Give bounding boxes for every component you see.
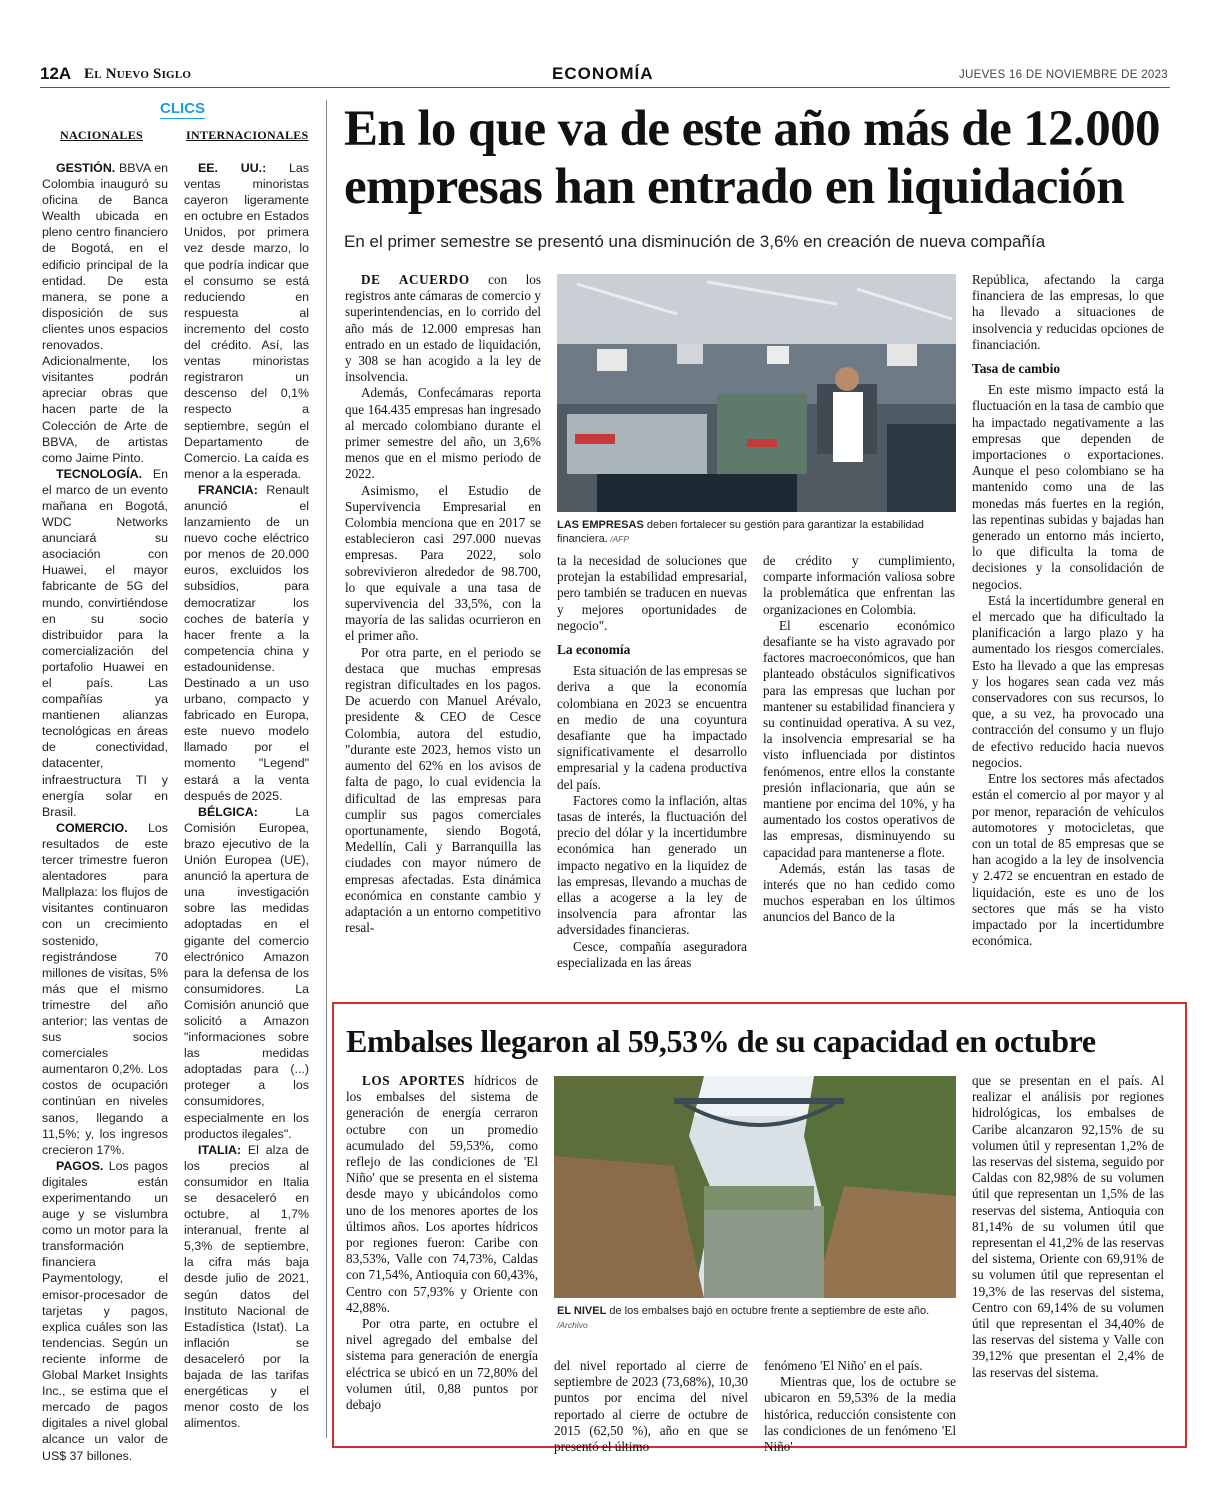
- subheading: Tasa de cambio: [972, 361, 1061, 377]
- brief-text: Las ventas minoristas cayeron ligeramente en octubre en Estados Unidos, por primera vez desde marzo, lo que podría indicar que el consumo se está reduciendo en respuesta al incremento del costo del crédito. Así, las ventas minoristas registraron un descenso del 0,1% respecto a septiembre, según el Departamento de Comercio. La caída es menor a la esperada.: [184, 161, 309, 481]
- column-divider: [326, 100, 327, 1438]
- clics-tag: CLICS: [160, 100, 205, 117]
- paragraph: [764, 1358, 956, 1374]
- paragraph-text: Asimismo, el Estudio de Supervivencia Empresarial en Colombia menciona que en 2017 se establecieron casi 297.000 nuevas empresas. Para 2022, solo sobrevivieron alrededor de 98.700, lo que equivale a una tasa de supervivencia del 33,5%, con la mayoría de las salidas ocurrieron en el primer año.: [345, 482, 541, 644]
- lead-in: LOS APORTES: [362, 1073, 466, 1088]
- paragraph-text: Mientras que, los de octubre se ubicaron en 59,53% de la media histórica, reducción consistente con las condiciones de un fenómeno 'El Niño': [764, 1374, 956, 1455]
- caption-text: deben fortalecer su gestión para garantizar la estabilidad financiera.: [557, 519, 924, 545]
- paragraph: [763, 618, 955, 861]
- section-name: ECONOMÍA: [552, 64, 654, 83]
- paragraph: [972, 771, 1164, 949]
- caption-label: EL NIVEL: [557, 1305, 607, 1317]
- nacionales-heading: NACIONALES: [60, 128, 144, 142]
- factory-photo: [557, 274, 956, 512]
- article2-column-1: [346, 1073, 538, 1413]
- brief-label: FRANCIA:: [198, 482, 258, 497]
- article1-column-3: [763, 553, 955, 926]
- paragraph: [972, 1073, 1164, 1381]
- newspaper-name: El Nuevo Siglo: [84, 66, 192, 82]
- header-rule: [40, 87, 1170, 88]
- subheading: La economía: [557, 642, 631, 658]
- paragraph: [972, 382, 1164, 593]
- brief-label: COMERCIO.: [56, 820, 128, 835]
- brief-item: [42, 160, 168, 466]
- article2-column-4: [972, 1073, 1164, 1381]
- paragraph: [557, 663, 747, 793]
- brief-text: Los pagos digitales están experimentando un auge y se vislumbra como un motor para la transformación financiera Paymentology, el emisor-procesador de tarjetas y pagos, explica cuáles son las tendencias. Según un reciente informe de Global Market Insights Inc., se estima que el mercado de pagos digitales a nivel global alcance un valor de US$ 37 billones.: [42, 1158, 168, 1463]
- paragraph-text: Además, están las tasas de interés que no han cedido como muchos esperaban en los últimos anuncios del Banco de la: [763, 860, 955, 925]
- reservoir-photo-caption: [557, 1304, 956, 1332]
- paragraph: [972, 593, 1164, 771]
- brief-label: TECNOLOGÍA.: [56, 466, 143, 481]
- paragraph-text: Por otra parte, en octubre el nivel agregado del embalse del sistema para generación de energía eléctrica se ubicó en un 72,80% del volumen útil, 0,88 puntos por debajo: [346, 1316, 538, 1413]
- brief-label: GESTIÓN.: [56, 161, 116, 175]
- brief-item: [184, 804, 309, 1142]
- paragraph: [345, 385, 541, 482]
- internacionales-column: [184, 160, 309, 1431]
- brief-item: [184, 482, 309, 804]
- brief-item: [42, 820, 168, 1158]
- paragraph: [557, 553, 747, 634]
- paragraph: [764, 1374, 956, 1455]
- brief-label: PAGOS.: [56, 1158, 104, 1173]
- paragraph-text: República, afectando la carga financiera de las empresas, lo que ha llevado a situaciones de insolvencia y reducidas opciones de financiación.: [972, 272, 1164, 352]
- article1-column-1: [345, 272, 541, 936]
- paragraph-text: Entre los sectores más afectados están el comercio al por mayor y al por menor, reparación de vehículos automotores y motocicletas, que con un total de 85 empresas que se han acogido a la ley de insolvencia y 2.472 se encuentran en estado de liquidación, este es uno de los sectores que más se ha visto impactado por la incertidumbre económica.: [972, 771, 1164, 949]
- brief-text: BBVA en Colombia inauguró su oficina de Banca Wealth ubicada en pleno centro financiero de Bogotá, en el edificio principal de la entidad. De esta manera, se pone a disposición de sus clientes unos espacios renovados. Adicionalmente, los visitantes podrán apreciar obras que hacen parte de la Colección de Arte de BBVA, de artistas como Jaime Pinto.: [42, 161, 168, 465]
- brief-text: En el marco de un evento mañana en Bogotá, WDC Networks anunciará su asociación con Huawei, el mayor fabricante de 5G del mundo, convirtiéndose en su socio distribuidor para la comercialización del portafolio Huawei en el país. Las compañías ya mantienen alianzas tecnológicas en áreas de conectividad, datacenter, infraestructura TI y energía solar en Brasil.: [42, 466, 168, 819]
- paragraph-text: fenómeno 'El Niño' en el país.: [764, 1358, 923, 1373]
- brief-text: El alza de los precios al consumidor en Italia se desaceleró en octubre, al 1,7% interanual, frente al 5,3% de septiembre, la cifra más baja desde julio de 2021, según datos del Instituto Nacional de Estadística (Istat). La inflación se desaceleró por la bajada de las tarifas energéticas y el menor costo de los alimentos.: [184, 1142, 309, 1431]
- paragraph: [972, 272, 1164, 353]
- brief-label: EE. UU.:: [198, 161, 267, 175]
- paragraph: [554, 1358, 748, 1455]
- issue-date: JUEVES 16 DE NOVIEMBRE DE 2023: [958, 69, 1168, 81]
- caption-label: LAS EMPRESAS: [557, 519, 644, 531]
- paragraph-text: ta la necesidad de soluciones que protejan la estabilidad empresarial, pero también se traducen en nuevas y mejores oportunidades de negocio".: [557, 553, 747, 633]
- nacionales-column: [42, 160, 168, 1464]
- paragraph-text: Además, Confecámaras reporta que 164.435 empresas han ingresado al mercado colombiano durante el primer semestre del año, un 3,6% menos que en el mismo periodo de 2022.: [345, 385, 541, 482]
- brief-item: [42, 1158, 168, 1464]
- paragraph: [346, 1073, 538, 1316]
- brief-text: La Comisión Europea, brazo ejecutivo de la Unión Europea (UE), anunció la apertura de una investigación sobre las medidas adoptadas en el gigante del comercio electrónico Amazon para la defensa de los consumidores. La Comisión anunció que solicitó a Amazon "informaciones sobre las medidas adoptadas para (...) proteger a los consumidores, especialmente en los productos ilegales".: [184, 804, 309, 1141]
- photo-credit: /Archivo: [557, 1320, 588, 1330]
- lead-in: DE ACUERDO: [361, 272, 470, 287]
- paragraph-text: con los registros ante cámaras de comercio y superintendencias, en lo corrido del año más de 12.000 empresas han entrado en un estado de liquidación, y 308 se han acogido a la ley de insolvencia.: [345, 272, 541, 385]
- paragraph-text: Está la incertidumbre general en el mercado que ha dificultado la planificación a largo plazo y ha aumentado los riesgos comerciales. Esto ha llevado a que las empresas y los hogares sean cada vez más conservadores con sus recursos, lo que, a su vez, ha provocado una contracción del consumo y un flujo de efectivo reducido hacia nuevos negocios.: [972, 592, 1164, 770]
- paragraph-text: En este mismo impacto está la fluctuación en la tasa de cambio que ha impactado negativamente a las empresas que dependen de importaciones o exportaciones. Aunque el peso colombiano se ha mantenido como una de las monedas más fuertes en la región, las repentinas subidas y bajadas han generado un entorno más incierto, lo que dificulta la toma de decisiones y la consolidación de negocios.: [972, 382, 1164, 592]
- brief-text: Renault anunció el lanzamiento de un nuevo coche eléctrico por menos de 20.000 euros, excluidos los subsidios, para democratizar los coches de batería y hacer frente a la competencia china y estadounidense. Destinado a un uso urbano, compacto y fabricado en Europa, este nuevo modelo llamado por el momento "Legend" estará a la venta después de 2025.: [184, 482, 309, 803]
- paragraph: [345, 483, 541, 645]
- paragraph-text: de crédito y cumplimiento, comparte información valiosa sobre la problemática que enfrentan las organizaciones en Colombia.: [763, 553, 955, 617]
- article1-column-4: [972, 272, 1164, 949]
- paragraph: [763, 553, 955, 618]
- article2-column-2: [554, 1358, 748, 1455]
- reservoir-photo: [554, 1076, 956, 1298]
- main-headline: En lo que va de este año más de 12.000 empresas han entrado en liquidación: [344, 101, 1160, 215]
- paragraph-text: que se presentan en el país. Al realizar el análisis por regiones hidrológicas, los embalses de Caribe alcanzaron 92,15% de su volumen útil y representan 1,2% de las reservas del sistema, seguido por Caldas con 82,98% de su volumen útil que representan un 1,5% de las reservas del sistema, Antioquia con 81,14% de su volumen útil que representan el 41,2% de las reservas del sistema, Oriente con 69,91% de su volumen útil que representan el 19,3% de las reservas del sistema, Centro con 69,14% de su volumen útil que representan el 34,40% de las reservas del sistema y Valle con 39,12% que presentan el 2,4% de las reservas del sistema.: [972, 1073, 1164, 1380]
- factory-photo-caption: [557, 518, 956, 546]
- paragraph-text: Esta situación de las empresas se deriva a que la economía colombiana en 2023 se encuentra en medio de una coyuntura desafiante que ha impactado significativamente el desarrollo empresarial y la cadena productiva del país.: [557, 663, 747, 792]
- photo-credit: /AFP: [607, 534, 630, 544]
- page-number: 12A: [40, 64, 72, 83]
- main-deck: En el primer semestre se presentó una disminución de 3,6% en creación de nueva compañía: [344, 232, 1046, 251]
- paragraph: [557, 793, 747, 939]
- brief-label: BÉLGICA:: [198, 804, 258, 819]
- paragraph-text: El escenario económico desafiante se ha visto agravado por factores macroeconómicos, que han planteado obstáculos significativos para las empresas que luchan por mantener su estabilidad financiera y su continuidad operativa. A su vez, la insolvencia empresarial se ha visto influenciada por distintos fenómenos, entre ellos la constante presión inflacionaria, que aún se mantiene por encima del 10%, y ha aumentado los costos operativos de las empresas, disminuyendo su capacidad para mantenerse a flote.: [763, 617, 955, 860]
- reservoir-headline: Embalses llegaron al 59,53% de su capacidad en octubre: [346, 1023, 1096, 1059]
- paragraph: [346, 1316, 538, 1413]
- brief-text: Los resultados de este tercer trimestre fueron alentadores para Mallplaza: los flujos de visitantes continuaron con un crecimiento sostenido, registrándose 70 millones de visitas, 5% más que el mismo trimestre del año anterior; las ventas de sus socios comerciales aumentaron 0,2%. Los costos de ocupación continúan en niveles sanos, llegando a 11,5%; y, los ingresos crecieron 17%.: [42, 820, 168, 1157]
- brief-item: [42, 466, 168, 820]
- paragraph-text: Cesce, compañía aseguradora especializada en las áreas: [557, 938, 747, 970]
- article1-column-2: [557, 553, 747, 971]
- paragraph: [763, 861, 955, 926]
- paragraph: [345, 272, 541, 385]
- paragraph-text: del nivel reportado al cierre de septiembre de 2023 (73,68%), 10,30 puntos por encima del nivel reportado al cierre de octubre de 2015 (62,50 %), año en que se presentó el último: [554, 1358, 748, 1455]
- internacionales-heading: INTERNACIONALES: [186, 128, 309, 142]
- paragraph-text: hídricos de los embalses del sistema de generación de energía cerraron octubre con un promedio acumulado del 59,53%, como reflejo de las condiciones de 'El Niño' que se presenta en el sistema desde mayo y ubicándolos como uno de los menores aportes de los últimos años. Los aportes hídricos por regiones fueron: Caribe con 83,53%, Valle con 74,73%, Caldas con 71,54%, Antioquia con 60,43%, Centro con 57,93% y Oriente con 42,88%.: [346, 1073, 538, 1315]
- brief-item: [184, 1142, 309, 1432]
- brief-item: [184, 160, 309, 482]
- article2-column-3: [764, 1358, 956, 1455]
- caption-text: de los embalses bajó en octubre frente a septiembre de este año.: [606, 1305, 930, 1317]
- brief-label: ITALIA:: [198, 1142, 242, 1157]
- paragraph-text: Por otra parte, en el periodo se destaca que muchas empresas registran dificultades en los pagos. De acuerdo con Manuel Arévalo, presidente & CEO de Cesce Colombia, autora del estudio, "durante este 2023, hemos visto un aumento del 62% en los avisos de falta de pago, lo cual evidencia la dificultad de las empresas para cumplir sus pagos comerciales oportunamente, siendo Bogotá, Medellín, Cali y Barranquilla las ciudades con mayor número de empresas afectadas. Esta dinámica económica en constante cambio y adaptación a un entorno competitivo resal-: [345, 644, 541, 936]
- paragraph: [557, 939, 747, 971]
- paragraph-text: Factores como la inflación, altas tasas de interés, la fluctuación del precio del dólar y la incertidumbre económica han generado un impacto negativo en la liquidez de las empresas, llevando a muchas de ellas a acogerse a la ley de insolvencia para afrontar las adversidades financieras.: [557, 792, 747, 938]
- paragraph: [345, 645, 541, 937]
